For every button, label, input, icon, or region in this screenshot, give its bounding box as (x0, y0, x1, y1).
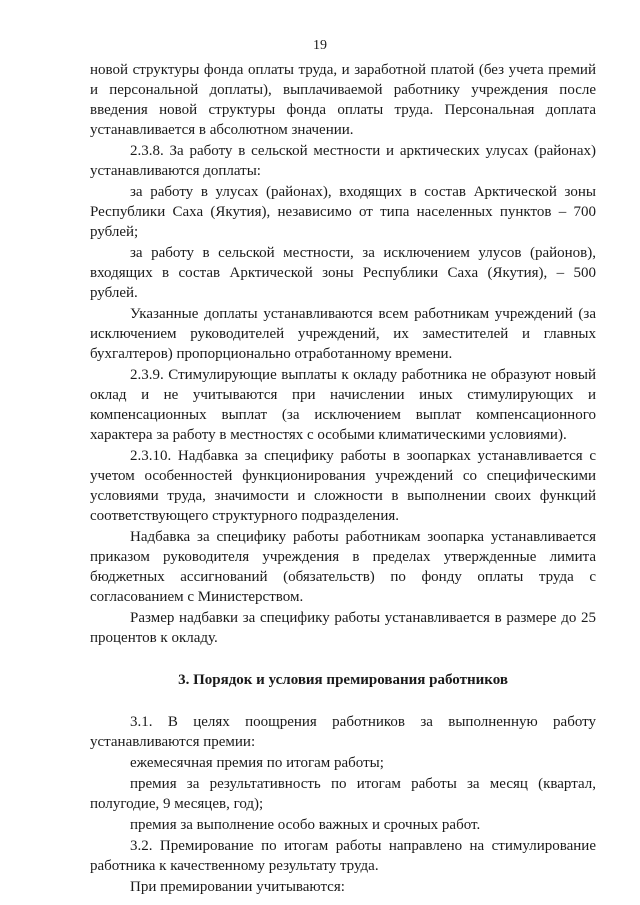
paragraph-2-3-9: 2.3.9. Стимулирующие выплаты к окладу работника не образуют новый оклад и не учитываются при начислении иных стимулирующих и компенсационных выплат (за исключением выплат компенсационного характера за работу в местностях с особыми климатическими условиями). (90, 367, 596, 443)
paragraph-3-2: 3.2. Премирование по итогам работы направлено на стимулирование работника к качественному результату труда. (90, 838, 596, 874)
paragraph-arctic-allowance: за работу в улусах (районах), входящих в состав Арктической зоны Республики Саха (Якутия), независимо от типа населенных пунктов – 700 рублей; (90, 184, 596, 240)
list-item-monthly-bonus: ежемесячная премия по итогам работы; (130, 755, 384, 771)
paragraph-zoo-bonus-order: Надбавка за специфику работы работникам зоопарка устанавливается приказом руководителя учреждения в пределах утвержденные лимита бюджетных ассигнований (обязательств) по фонду оплаты труда с согласованием с Министерством. (90, 529, 596, 605)
page-number: 19 (313, 38, 327, 53)
paragraph-3-1: 3.1. В целях поощрения работников за выполненную работу устанавливаются премии: (90, 714, 596, 750)
list-item-performance-bonus: премия за результативность по итогам работы за месяц (квартал, полугодие, 9 месяцев, год); (90, 776, 596, 812)
paragraph-2-3-10: 2.3.10. Надбавка за специфику работы в зоопарках устанавливается с учетом особенностей функционирования учреждений со специфическими условиями труда, значимости и сложности в выполнении своих функций соответствующего структурного подразделения. (90, 448, 596, 524)
list-item-urgent-work-bonus: премия за выполнение особо важных и срочных работ. (130, 817, 481, 833)
paragraph-rural-allowance: за работу в сельской местности, за исключением улусов (районов), входящих в состав Арктической зоны Республики Саха (Якутия), – 500 рублей. (90, 245, 596, 301)
paragraph-2-3-8: 2.3.8. За работу в сельской местности и арктических улусах (районах) устанавливаются доплаты: (90, 143, 596, 179)
paragraph-allowance-scope: Указанные доплаты устанавливаются всем работникам учреждений (за исключением руководителей учреждений, их заместителей и главных бухгалтеров) пропорционально отработанному времени. (90, 306, 596, 362)
document-body (90, 60, 596, 897)
paragraph-zoo-bonus-size: Размер надбавки за специфику работы устанавливается в размере до 25 процентов к окладу. (90, 610, 596, 646)
paragraph-bonus-criteria: При премировании учитываются: (130, 879, 345, 895)
paragraph-continuation: новой структуры фонда оплаты труда, и заработной платой (без учета премий и персональной доплаты), выплачиваемой работнику учреждения после введения новой структуры фонда оплаты труда. Персональная доплата устанавливается в абсолютном значении. (90, 62, 596, 138)
section-heading: 3. Порядок и условия премирования работников (178, 672, 508, 688)
